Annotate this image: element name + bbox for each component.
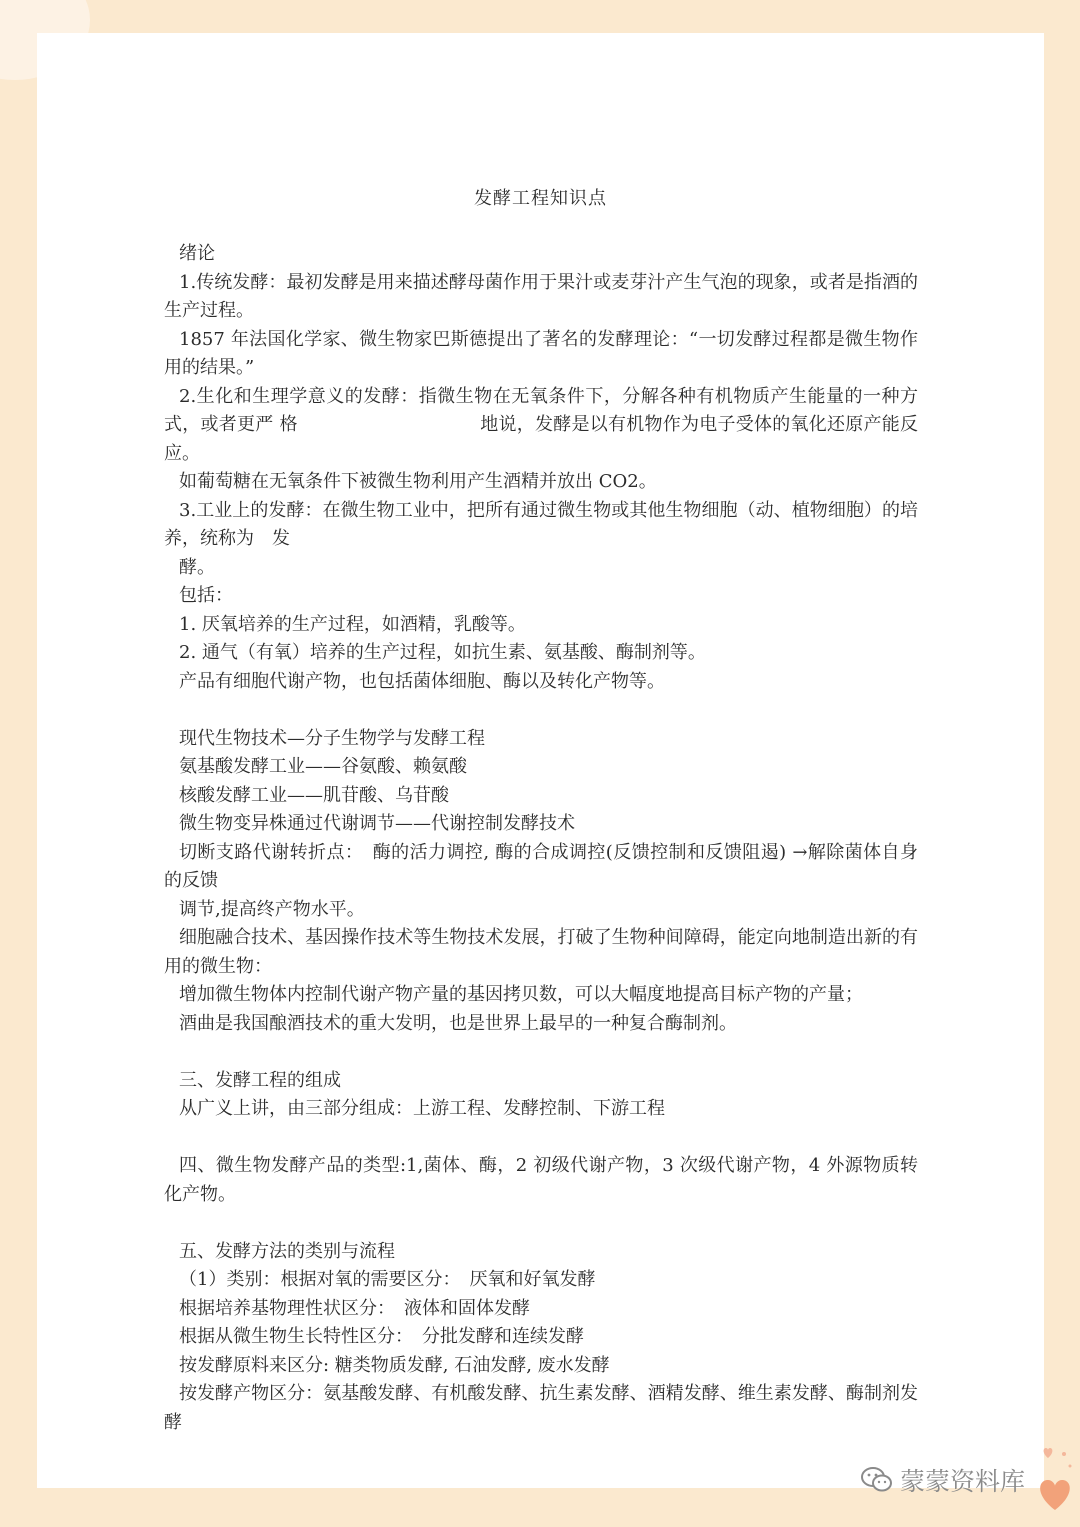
paragraph: 切断支路代谢转折点： 酶的活力调控, 酶的合成调控(反馈控制和反馈阻遏) →解除菌体自身的反馈 bbox=[164, 841, 918, 891]
paragraph: 微生物变异株通过代谢调节——代谢控制发酵技术 bbox=[179, 813, 575, 834]
wechat-icon bbox=[860, 1466, 894, 1494]
watermark bbox=[860, 1462, 1025, 1498]
paragraph: 3.工业上的发酵：在微生物工业中，把所有通过微生物或其他生物细胞（动、植物细胞）的培养，统称为 发 bbox=[164, 499, 918, 549]
paragraph: 如葡萄糖在无氧条件下被微生物利用产生酒精并放出 CO2。 bbox=[179, 471, 657, 492]
blank-line bbox=[164, 696, 918, 725]
watermark-text: 蒙蒙资料库 bbox=[900, 1467, 1026, 1496]
document-title: 发酵工程知识点 bbox=[474, 188, 607, 209]
paragraph: 根据培养基物理性状区分： 液体和固体发酵 bbox=[179, 1297, 530, 1319]
paragraph: 细胞融合技术、基因操作技术等生物技术发展，打破了生物种间障碍，能定向地制造出新的有用的微生物： bbox=[164, 927, 918, 977]
paragraph: 2. 通气（有氧）培养的生产过程，如抗生素、氨基酸、酶制剂等。 bbox=[179, 642, 706, 663]
paragraph: 从广义上讲，由三部分组成：上游工程、发酵控制、下游工程 bbox=[179, 1098, 665, 1119]
paragraph: 三、发酵工程的组成 bbox=[179, 1069, 341, 1091]
heart-icon bbox=[1030, 1440, 1080, 1520]
paragraph: 四、微生物发酵产品的类型:1,菌体、酶，2 初级代谢产物，3 次级代谢产物，4 外源物质转化产物。 bbox=[164, 1155, 918, 1205]
paragraph: 2.生化和生理学意义的发酵：指微生物在无氧条件下，分解各种有机物质产生能量的一种方式，或者更严 格 地说，发酵是以有机物作为电子受体的氧化还原产能反应。 bbox=[164, 385, 918, 464]
paragraph: 绪论 bbox=[179, 243, 215, 264]
paragraph: 核酸发酵工业——肌苷酸、乌苷酸 bbox=[179, 784, 449, 806]
paragraph: 按发酵产物区分：氨基酸发酵、有机酸发酵、抗生素发酵、酒精发酵、维生素发酵、酶制剂发酵 bbox=[164, 1383, 918, 1433]
paragraph: 增加微生物体内控制代谢产物产量的基因拷贝数，可以大幅度地提高目标产物的产量； bbox=[179, 984, 863, 1005]
blank-line bbox=[164, 1124, 918, 1153]
blank-line bbox=[164, 1038, 918, 1067]
paragraph: 1.传统发酵：最初发酵是用来描述酵母菌作用于果汁或麦芽汁产生气泡的现象，或者是指酒的生产过程。 bbox=[164, 271, 918, 321]
paragraph: 1. 厌氧培养的生产过程，如酒精，乳酸等。 bbox=[179, 613, 526, 635]
paragraph: （1）类别：根据对氧的需要区分： 厌氧和好氧发酵 bbox=[179, 1269, 596, 1290]
paragraph: 根据从微生物生长特性区分： 分批发酵和连续发酵 bbox=[179, 1326, 584, 1347]
document-page bbox=[37, 33, 1044, 1488]
document-body bbox=[164, 240, 918, 1437]
paragraph: 酵。 bbox=[179, 556, 215, 578]
paragraph: 产品有细胞代谢产物，也包括菌体细胞、酶以及转化产物等。 bbox=[179, 670, 665, 692]
paragraph: 调节,提高终产物水平。 bbox=[179, 898, 365, 920]
paragraph: 酒曲是我国酿酒技术的重大发明，也是世界上最早的一种复合酶制剂。 bbox=[179, 1012, 737, 1034]
paragraph: 包括： bbox=[179, 585, 233, 606]
paragraph: 1857 年法国化学家、微生物家巴斯德提出了著名的发酵理论：“一切发酵过程都是微生物作用的结果。” bbox=[164, 328, 918, 378]
paragraph: 现代生物技术—分子生物学与发酵工程 bbox=[179, 727, 485, 749]
paragraph: 按发酵原料来区分: 糖类物质发酵, 石油发酵, 废水发酵 bbox=[179, 1354, 610, 1376]
paragraph: 氨基酸发酵工业——谷氨酸、赖氨酸 bbox=[179, 756, 467, 777]
blank-line bbox=[164, 1209, 918, 1238]
paragraph: 五、发酵方法的类别与流程 bbox=[179, 1240, 395, 1262]
